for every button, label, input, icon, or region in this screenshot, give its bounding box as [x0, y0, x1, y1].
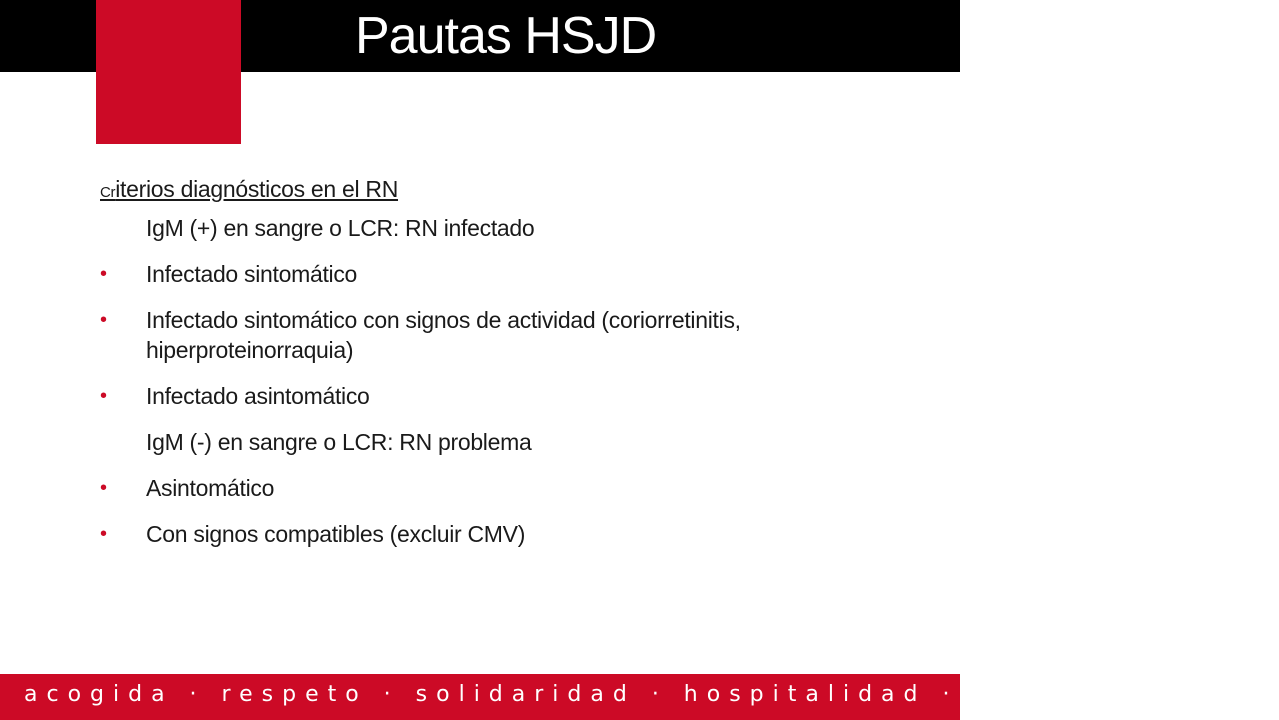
- bullet-icon: •: [100, 477, 107, 499]
- slide-title: Pautas HSJD: [355, 7, 657, 65]
- list-item-text: Con signos compatibles (excluir CMV): [146, 521, 526, 547]
- footer-motto: acogida · respeto · solidaridad · hospitalidad · profesionalidad: [24, 682, 1279, 707]
- heading-rest: iterios diagnósticos en el RN: [115, 176, 399, 202]
- list-item: [100, 381, 920, 411]
- list-item-text: IgM (+) en sangre o LCR: RN infectado: [146, 215, 535, 241]
- criteria-list: [100, 213, 920, 549]
- list-item-text: Infectado asintomático: [146, 383, 370, 409]
- footer-bar: [0, 674, 1279, 720]
- bullet-icon: •: [100, 523, 107, 545]
- list-item-text: Infectado sintomático: [146, 261, 358, 287]
- list-item-text: Asintomático: [146, 475, 275, 501]
- list-item: [100, 519, 920, 549]
- list-item: [100, 259, 920, 289]
- list-item: [100, 305, 920, 365]
- bullet-icon: •: [100, 263, 107, 285]
- heading-prefix: Cr: [100, 184, 116, 201]
- slide-content: [100, 176, 920, 565]
- section-heading: [100, 176, 920, 203]
- list-item: [100, 427, 920, 457]
- bullet-icon: •: [100, 309, 107, 331]
- bullet-icon: •: [100, 385, 107, 407]
- brand-red-square: [96, 0, 241, 144]
- list-item: [100, 213, 920, 243]
- list-item: [100, 473, 920, 503]
- list-item-text: Infectado sintomático con signos de actividad (coriorretinitis, hiperproteinorraquia): [146, 307, 741, 363]
- list-item-text: IgM (-) en sangre o LCR: RN problema: [146, 429, 532, 455]
